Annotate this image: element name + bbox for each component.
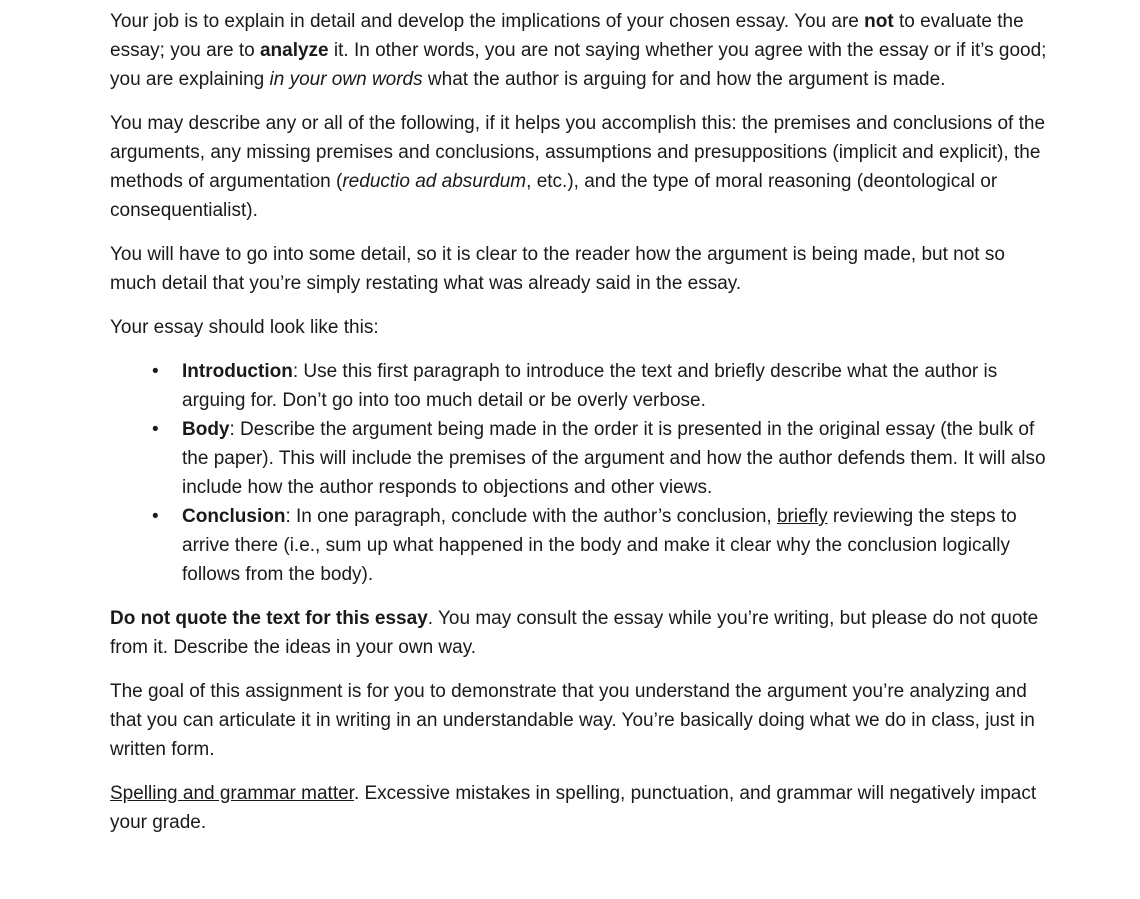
text-run: You will have to go into some detail, so it is clear to the reader how the argument is being made, but not so much detail that you’re simply restating what was already said in the essay. <box>110 244 1005 294</box>
paragraph-your-job <box>110 7 1050 94</box>
bullet-icon: • <box>152 419 159 440</box>
text-run: what the author is arguing for and how the argument is made. <box>422 69 946 90</box>
bullet-icon: • <box>152 361 159 382</box>
text-run: reviewing the steps to arrive there (i.e., sum up what happened in the body and make it clear why the conclusion logically follows from the body). <box>182 506 1017 585</box>
text-run: , etc.), and the type of moral reasoning (deontological or consequentialist). <box>110 171 998 221</box>
text-run: it. In other words, you are not saying whether you agree with the essay or if it’s good; you are explaining <box>110 40 1047 90</box>
text-run: You may describe any or all of the following, if it helps you accomplish this: the premises and conclusions of the arguments, any missing premises and conclusions, assumptions and presuppositions (implicit and explicit), the methods of argumentation ( <box>110 113 1046 192</box>
text-run: Your essay should look like this: <box>110 317 379 338</box>
text-run-bold: Introduction <box>182 361 293 382</box>
paragraph-spelling-grammar <box>110 779 1050 837</box>
text-run: : Use this first paragraph to introduce the text and briefly describe what the author is arguing for. Don’t go into too much detail or be overly verbose. <box>182 361 998 411</box>
text-run-underline: briefly <box>776 506 828 527</box>
paragraph-may-describe <box>110 109 1050 225</box>
text-run: . You may consult the essay while you’re writing, but please do not quote from it. Describe the ideas in your own way. <box>110 608 1039 658</box>
text-run-bold: analyze <box>259 40 329 61</box>
essay-structure-list <box>110 357 1050 589</box>
text-run: Your job is to explain in detail and develop the implications of your chosen essay. You are <box>110 11 865 32</box>
text-run-bold: Do not quote the text for this essay <box>110 608 428 629</box>
text-run: : In one paragraph, conclude with the author’s conclusion, <box>285 506 777 527</box>
text-run: to evaluate the essay; you are to <box>110 11 1024 61</box>
paragraph-do-not-quote <box>110 604 1050 662</box>
list-item-introduction <box>110 357 1050 415</box>
text-run-bold: not <box>864 11 894 32</box>
paragraph-essay-structure-intro <box>110 313 1050 342</box>
paragraph-detail <box>110 240 1050 298</box>
text-run-underline: Spelling and grammar matter <box>110 783 354 804</box>
text-run-bold: Conclusion <box>182 506 286 527</box>
paragraph-goal <box>110 677 1050 764</box>
text-run-italic: reductio ad absurdum <box>342 171 527 192</box>
text-run: . Excessive mistakes in spelling, punctuation, and grammar will negatively impact your grade. <box>110 783 1037 833</box>
text-run-bold: Body <box>182 419 230 440</box>
bullet-icon: • <box>152 506 159 527</box>
text-run: The goal of this assignment is for you to demonstrate that you understand the argument you’re analyzing and that you can articulate it in writing in an understandable way. You’re basically doing what we do in class, just in written form. <box>110 681 1035 760</box>
list-item-body <box>110 415 1050 502</box>
document-page <box>110 7 1050 837</box>
list-item-conclusion <box>110 502 1050 589</box>
text-run-italic: in your own words <box>269 69 423 90</box>
text-run: : Describe the argument being made in the order it is presented in the original essay (the bulk of the paper). This will include the premises of the argument and how the author defends them. It will also include how the author responds to objections and other views. <box>182 419 1046 498</box>
